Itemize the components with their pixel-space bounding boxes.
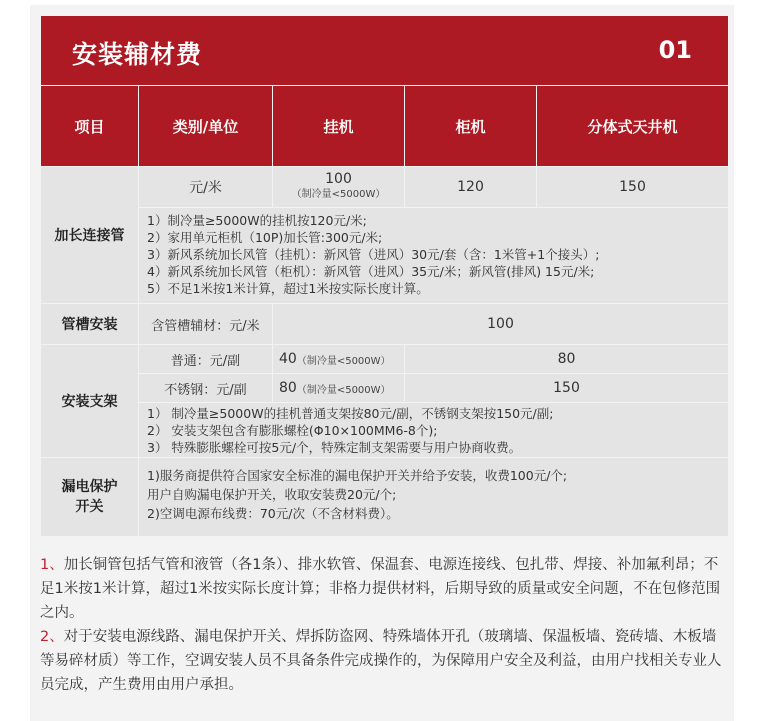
bracket-note: 3） 特殊膨胀螺栓可按5元/个，特殊定制支架需要与用户协商收费。 bbox=[147, 440, 522, 455]
header-item: 项目 bbox=[41, 86, 138, 166]
bracket-normal-wall-note: （制冷量<5000W） bbox=[296, 355, 391, 367]
header-cabinet: 柜机 bbox=[405, 86, 536, 166]
trunking-price: 100 bbox=[273, 304, 728, 344]
category-leakage-line2: 开关 bbox=[75, 499, 104, 515]
pipe-note: 5）不足1米按1米计算，超过1米按实际长度计算。 bbox=[147, 281, 429, 296]
pipe-note: 4）新风系统加长风管（柜机）：新风管（进风）35元/米；新风管(排风) 15元/米; bbox=[147, 264, 595, 279]
category-leakage-line1: 漏电保护 bbox=[61, 479, 118, 495]
pipe-wall-price bbox=[273, 167, 404, 207]
pipe-note: 3）新风系统加长风管（挂机）：新风管（进风）30元/套（含：1米管+1个接头）; bbox=[147, 247, 600, 262]
title-banner bbox=[41, 16, 728, 85]
pipe-note: 2）家用单元柜机（10P)加长管:300元/米; bbox=[147, 230, 383, 245]
footnote bbox=[40, 625, 730, 697]
bracket-steel-other: 150 bbox=[405, 374, 728, 402]
bracket-note: 1） 制冷量≥5000W的挂机普通支架按80元/副，不锈钢支架按150元/副; bbox=[147, 406, 554, 421]
bracket-notes bbox=[139, 403, 728, 457]
leakage-note: 1)服务商提供符合国家安全标准的漏电保护开关并给予安装，收费100元/个; bbox=[147, 468, 568, 483]
category-leakage bbox=[41, 458, 138, 536]
bracket-normal-wall-value: 40 bbox=[279, 351, 297, 367]
trunking-unit: 含管槽辅材：元/米 bbox=[139, 304, 272, 344]
pipe-cabinet-price: 120 bbox=[405, 167, 536, 207]
pipe-notes bbox=[139, 208, 728, 303]
footnote-text: 对于安装电源线路、漏电保护开关、焊拆防盗网、特殊墙体开孔（玻璃墙、保温板墙、瓷砖墙、木板墙等易碎材质）等工作，空调安装人员不具备条件完成操作的，为保障用户安全及利益，由用户找相关专业人员完成，产生费用由用户承担。 bbox=[40, 629, 722, 693]
fee-sheet bbox=[30, 5, 734, 721]
leakage-note: 用户自购漏电保护开关，收取安装费20元/个; bbox=[147, 487, 397, 502]
footnote-number: 1、 bbox=[40, 557, 64, 573]
banner-title: 安装辅材费 bbox=[72, 40, 203, 69]
bracket-steel-wall bbox=[273, 374, 404, 402]
bracket-normal-other: 80 bbox=[405, 345, 728, 373]
category-bracket: 安装支架 bbox=[41, 345, 138, 457]
bracket-steel-wall-value: 80 bbox=[279, 380, 297, 396]
category-trunking: 管槽安装 bbox=[41, 304, 138, 344]
bracket-steel-unit: 不锈钢：元/副 bbox=[139, 374, 272, 402]
bracket-note: 2） 安装支架包含有膨胀螺栓(Φ10×100MM6-8个); bbox=[147, 423, 438, 438]
pipe-ceiling-price: 150 bbox=[537, 167, 728, 207]
footnote bbox=[40, 553, 730, 625]
header-ceiling: 分体式天井机 bbox=[537, 86, 728, 166]
header-wall: 挂机 bbox=[273, 86, 404, 166]
pipe-wall-value: 100 bbox=[325, 171, 352, 187]
bracket-normal-unit: 普通：元/副 bbox=[139, 345, 272, 373]
footnote-text: 加长铜管包括气管和液管（各1条）、排水软管、保温套、电源连接线、包扎带、焊接、补加氟利昂；不足1米按1米计算，超过1米按实际长度计算；非格力提供材料，后期导致的质量或安全问题，不在包修范围之内。 bbox=[40, 557, 721, 621]
footnote-number: 2、 bbox=[40, 629, 64, 645]
footnotes bbox=[40, 553, 730, 697]
leakage-note: 2)空调电源布线费：70元/次（不含材料费）。 bbox=[147, 506, 399, 521]
banner-number: 01 bbox=[658, 36, 692, 64]
bracket-steel-wall-note: （制冷量<5000W） bbox=[296, 384, 391, 396]
leakage-notes bbox=[139, 458, 728, 536]
pipe-wall-note: （制冷量<5000W） bbox=[291, 189, 386, 200]
bracket-normal-wall bbox=[273, 345, 404, 373]
header-category: 类别/单位 bbox=[139, 86, 272, 166]
pipe-note: 1）制冷量≥5000W的挂机按120元/米; bbox=[147, 213, 367, 228]
pipe-unit: 元/米 bbox=[139, 167, 272, 207]
category-pipe: 加长连接管 bbox=[41, 167, 138, 303]
